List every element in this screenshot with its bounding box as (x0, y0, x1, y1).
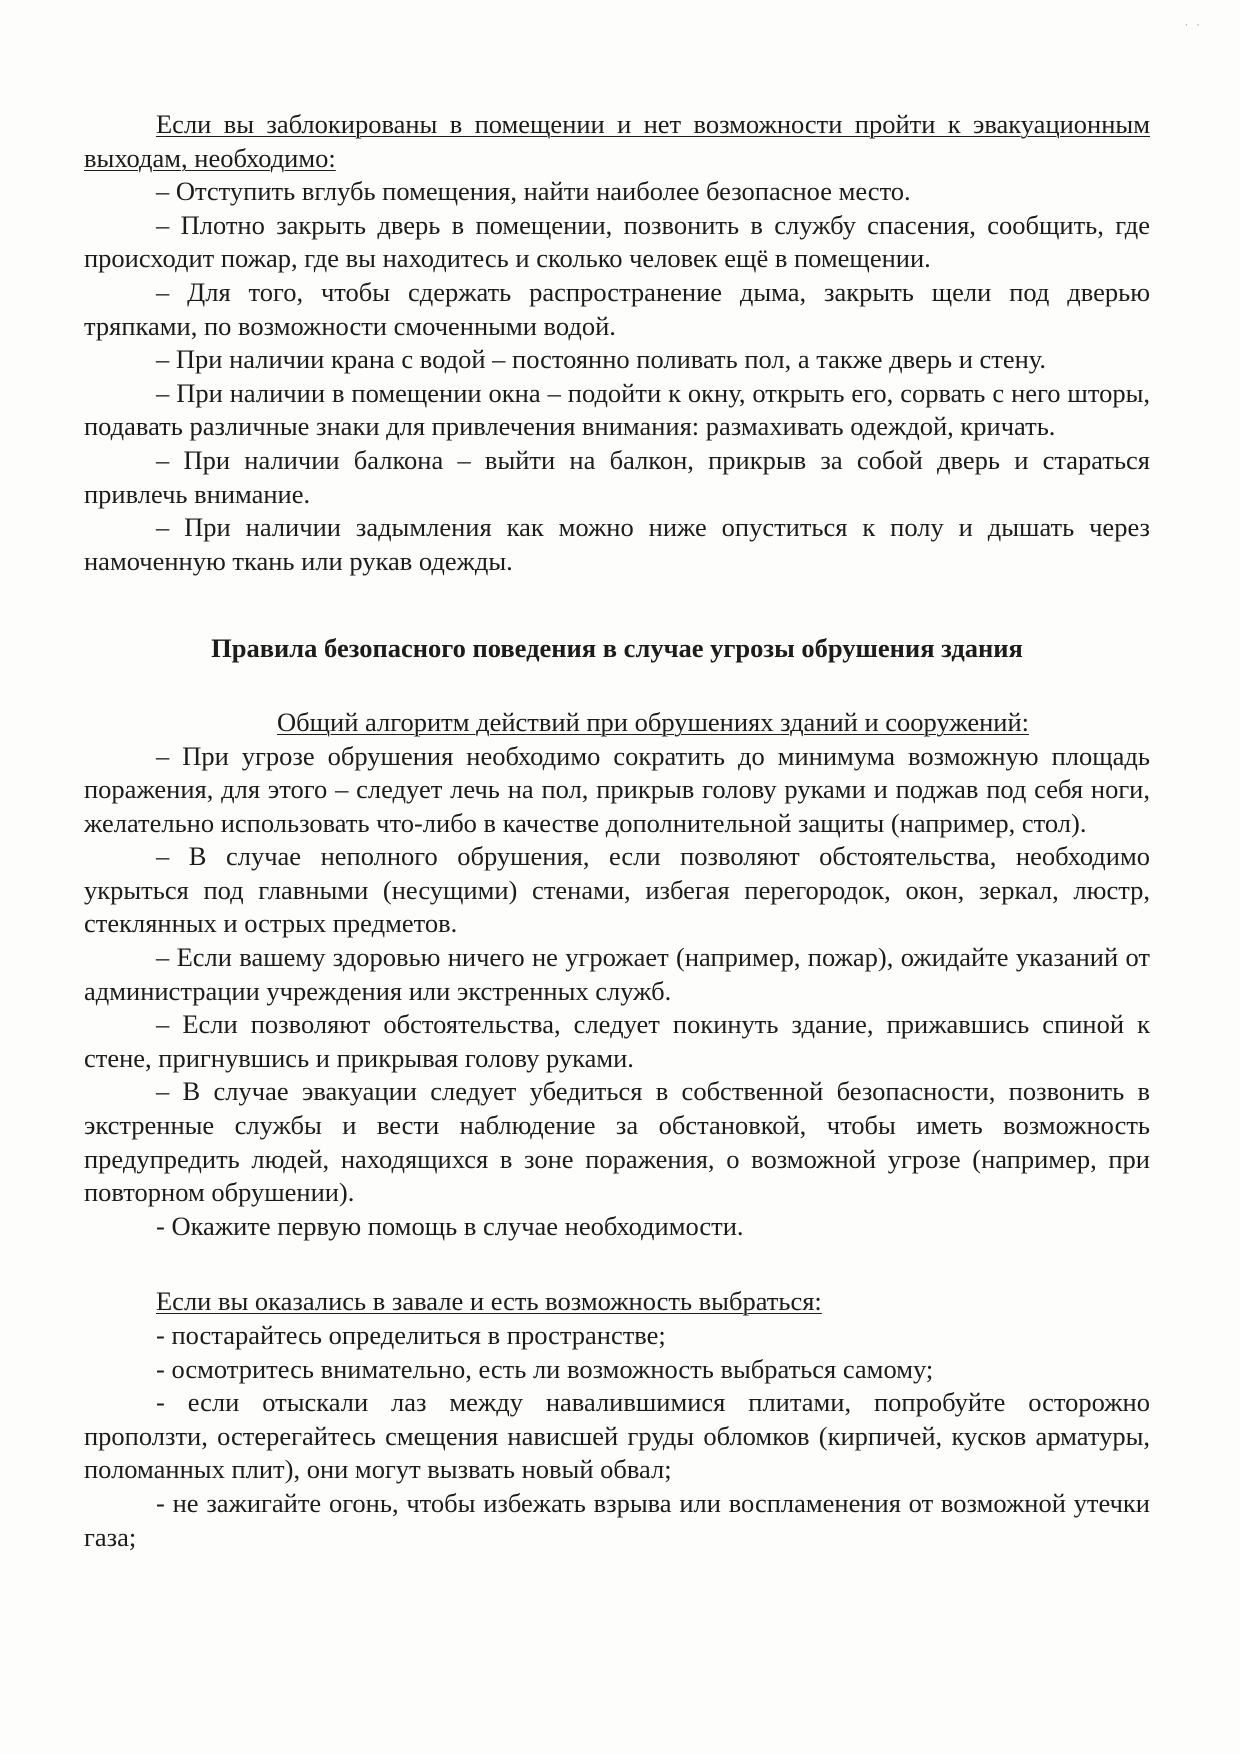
blocked-room-section (84, 108, 1150, 578)
list-item: – Плотно закрыть дверь в помещении, позвонить в службу спасения, сообщить, где происходит пожар, где вы находитесь и сколько человек ещё в помещении. (84, 209, 1150, 274)
collapse-rules-title: Правила безопасного поведения в случае угрозы обрушения здания (211, 633, 1023, 664)
collapse-algorithm-section (84, 706, 1150, 1244)
list-item: – При наличии крана с водой – постоянно поливать пол, а также дверь и стену. (156, 344, 1047, 375)
document-body (84, 108, 1150, 1554)
list-item: - если отыскали лаз между навалившимися плитами, попробуйте осторожно проползти, остерегайтесь смещения нависшей груды обломков (кирпичей, кусков арматуры, поломанных плит), они могут вызвать новый обвал; (84, 1387, 1150, 1485)
rubble-section (84, 1285, 1150, 1554)
list-item: – При наличии в помещении окна – подойти к окну, открыть его, сорвать с него шторы, подавать различные знаки для привлечения внимания: размахивать одеждой, кричать. (84, 377, 1150, 442)
scan-artifact-mark: · · (1184, 18, 1202, 32)
list-item: - осмотритесь внимательно, есть ли возможность выбраться самому; (156, 1353, 934, 1384)
collapse-algorithm-heading (84, 706, 1150, 740)
blocked-room-heading-text: Если вы заблокированы в помещении и нет возможности пройти к эвакуационным выходам, необходимо: (84, 109, 1150, 173)
list-item: - постарайтесь определиться в пространстве; (156, 1320, 666, 1350)
list-item: – При наличии балкона – выйти на балкон, прикрыв за собой дверь и стараться привлечь внимание. (84, 444, 1150, 509)
list-item: – При наличии задымления как можно ниже опуститься к полу и дышать через намоченную ткань или рукав одежды. (84, 512, 1150, 576)
list-item: – Если вашему здоровью ничего не угрожает (например, пожар), ожидайте указаний от администрации учреждения или экстренных служб. (84, 942, 1150, 1006)
rubble-heading (84, 1285, 1150, 1319)
list-item: – Если позволяют обстоятельства, следует покинуть здание, прижавшись спиной к стене, пригнувшись и прикрывая голову руками. (84, 1009, 1150, 1073)
list-item: – В случае неполного обрушения, если позволяют обстоятельства, необходимо укрыться под главными (несущими) стенами, избегая перегородок, окон, зеркал, люстр, стеклянных и острых предметов. (84, 841, 1150, 939)
list-item: – Отступить вглубь помещения, найти наиболее безопасное место. (156, 176, 911, 207)
rubble-heading-text: Если вы оказались в завале и есть возможность выбраться: (156, 1286, 822, 1317)
blocked-room-heading (84, 108, 1150, 175)
list-item: - Окажите первую помощь в случае необходимости. (156, 1210, 744, 1241)
collapse-algorithm-heading-text: Общий алгоритм действий при обрушениях зданий и сооружений: (277, 706, 1029, 737)
list-item: – При угрозе обрушения необходимо сократить до минимума возможную площадь поражения, для этого – следует лечь на пол, прикрыв голову руками и поджав под себя ноги, желательно использовать что-либо в качестве дополнительной защиты (например, стол). (84, 740, 1150, 838)
list-item: - не зажигайте огонь, чтобы избежать взрыва или воспламенения от возможной утечки газа; (84, 1487, 1150, 1552)
list-item: – Для того, чтобы сдержать распространение дыма, закрыть щели под дверью тряпками, по возможности смоченными водой. (84, 276, 1150, 341)
list-item: – В случае эвакуации следует убедиться в собственной безопасности, позвонить в экстренные службы и вести наблюдение за обстановкой, чтобы иметь возможность предупредить людей, находящихся в зоне поражения, о возможной угрозе (например, при повторном обрушении). (84, 1076, 1150, 1208)
